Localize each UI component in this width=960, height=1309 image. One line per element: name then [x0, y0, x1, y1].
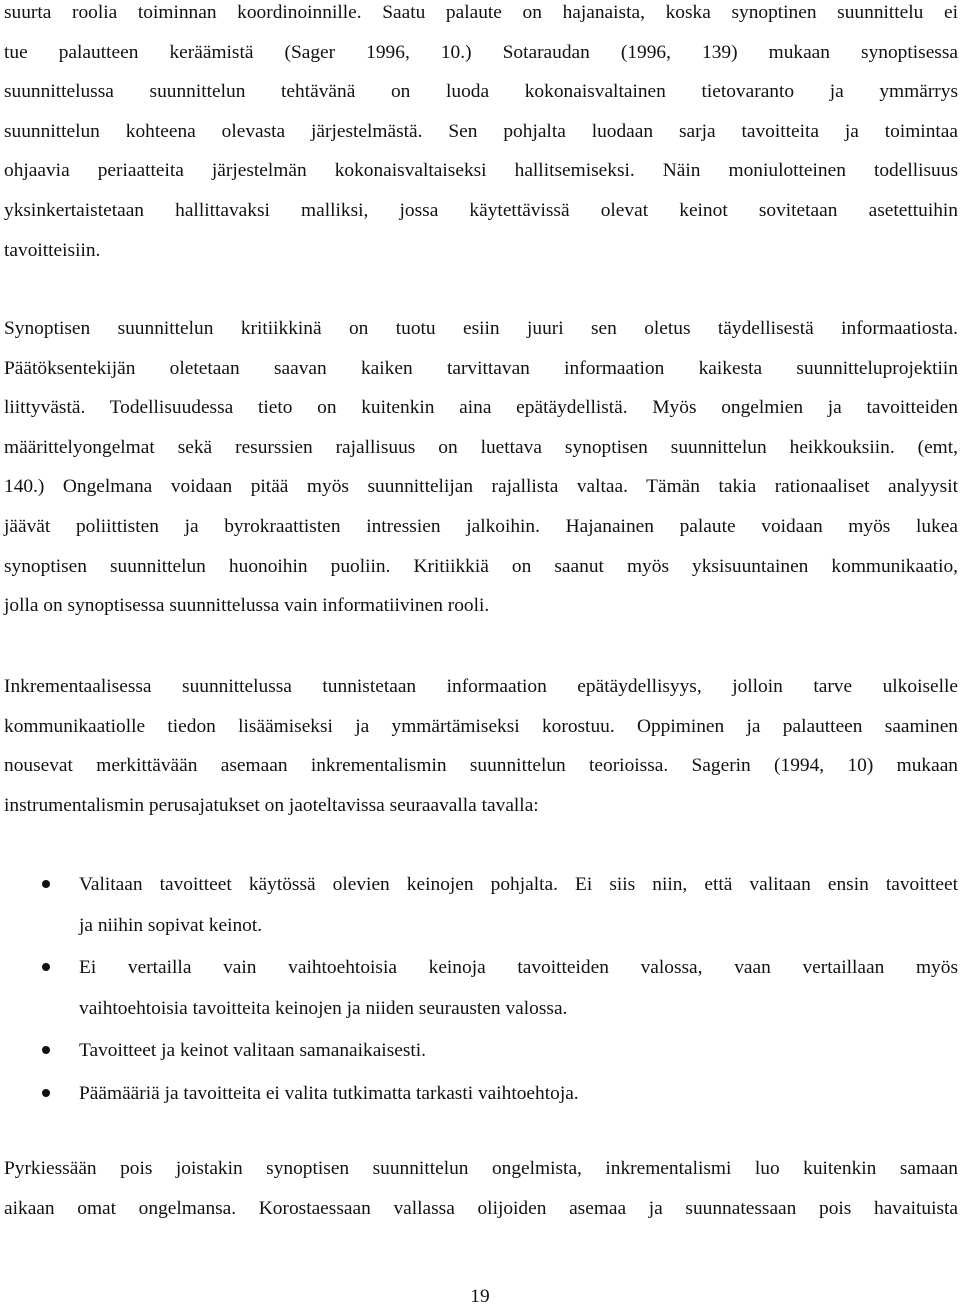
paragraph-synoptic-planning: [4, 0, 958, 270]
text-line: Päämääriä ja tavoitteita ei valita tutkimatta tarkasti vaihtoehtoja.: [79, 1082, 579, 1104]
bullet-list: [0, 865, 960, 1116]
text-line: suurta roolia toiminnan koordinoinnille. Saatu palaute on hajanaista, koska synoptinen suunnittelu ei: [4, 2, 958, 23]
text-line: tavoitteisiin.: [4, 239, 101, 261]
text-line: ohjaavia periaatteita järjestelmän kokonaisvaltaiseksi hallitsemiseksi. Näin moniulotteinen todellisuus: [4, 160, 958, 182]
list-item: [0, 865, 958, 946]
text-line: suunnittelun kohteena olevasta järjestelmästä. Sen pohjalta luodaan sarja tavoitteita ja toimintaa: [4, 120, 958, 142]
text-line: 140.) Ongelmana voidaan pitää myös suunnittelijan rajallista valtaa. Tämän takia rationaaliset analyysit: [4, 476, 958, 498]
paragraph-synoptic-critique: [4, 309, 958, 626]
paragraph-incrementalism-problems: [4, 1149, 958, 1228]
text-line: Synoptisen suunnittelun kritiikkinä on tuotu esiin juuri sen oletus täydellisestä informaatiosta.: [4, 318, 958, 339]
text-line: vaihtoehtoisia tavoitteita keinojen ja niiden seurausten valossa.: [79, 997, 568, 1019]
bullet-icon: [42, 880, 50, 888]
list-item: [0, 1031, 958, 1072]
text-line: tue palautteen keräämistä (Sager 1996, 10.) Sotaraudan (1996, 139) mukaan synoptisessa: [4, 41, 958, 63]
text-line: määrittelyongelmat sekä resurssien rajallisuus on luettava synoptisen suunnittelun heikkouksiin. (emt,: [4, 436, 958, 458]
text-line: yksinkertaistetaan hallittavaksi malliksi, jossa käytettävissä olevat keinot sovitetaan asetettuihin: [4, 199, 958, 221]
text-line: nousevat merkittävään asemaan inkrementalismin suunnittelun teorioissa. Sagerin (1994, 10) mukaan: [4, 755, 958, 777]
text-line: Inkrementaalisessa suunnittelussa tunnistetaan informaation epätäydellisyys, jolloin tarve ulkoiselle: [4, 676, 958, 697]
page-number: 19: [470, 1286, 490, 1307]
text-line: Pyrkiessään pois joistakin synoptisen suunnittelun ongelmista, inkrementalismi luo kuitenkin samaan: [4, 1158, 958, 1179]
text-line: synoptisen suunnittelun huonoihin puoliin. Kritiikkiä on saanut myös yksisuuntainen kommunikaatio,: [4, 555, 958, 577]
bullet-icon: [42, 1046, 50, 1054]
text-line: suunnittelussa suunnittelun tehtävänä on luoda kokonaisvaltainen tietovaranto ja ymmärrys: [4, 81, 958, 103]
list-item: [0, 1074, 958, 1115]
text-line: kommunikaatiolle tiedon lisäämiseksi ja ymmärtämiseksi korostuu. Oppiminen ja palautteen saaminen: [4, 715, 958, 737]
text-line: Tavoitteet ja keinot valitaan samanaikaisesti.: [79, 1040, 427, 1061]
list-item: [0, 948, 958, 1029]
text-line: instrumentalismin perusajatukset on jaoteltavissa seuraavalla tavalla:: [4, 794, 539, 816]
text-line: aikaan omat ongelmansa. Korostaessaan vallassa olijoiden asemaa ja suunnatessaan pois havaituista: [4, 1197, 958, 1219]
text-line: Valitaan tavoitteet käytössä olevien keinojen pohjalta. Ei siis niin, että valitaan ensin tavoitteet: [79, 874, 958, 895]
paragraph-incremental-planning: [4, 667, 958, 825]
bullet-icon: [42, 963, 50, 971]
text-line: Ei vertailla vain vaihtoehtoisia keinoja tavoitteiden valossa, vaan vertaillaan myös: [79, 957, 958, 978]
bullet-icon: [42, 1089, 50, 1097]
text-line: Päätöksentekijän oletetaan saavan kaiken tarvittavan informaation kaikesta suunnitteluprojektiin: [4, 357, 958, 379]
text-line: ja niihin sopivat keinot.: [79, 914, 263, 936]
text-line: jäävät poliittisten ja byrokraattisten intressien jalkoihin. Hajanainen palaute voidaan myös lukea: [4, 515, 958, 537]
text-line: jolla on synoptisessa suunnittelussa vain informatiivinen rooli.: [4, 595, 490, 617]
text-line: liittyvästä. Todellisuudessa tieto on kuitenkin aina epätäydellistä. Myös ongelmien ja tavoitteiden: [4, 397, 958, 419]
